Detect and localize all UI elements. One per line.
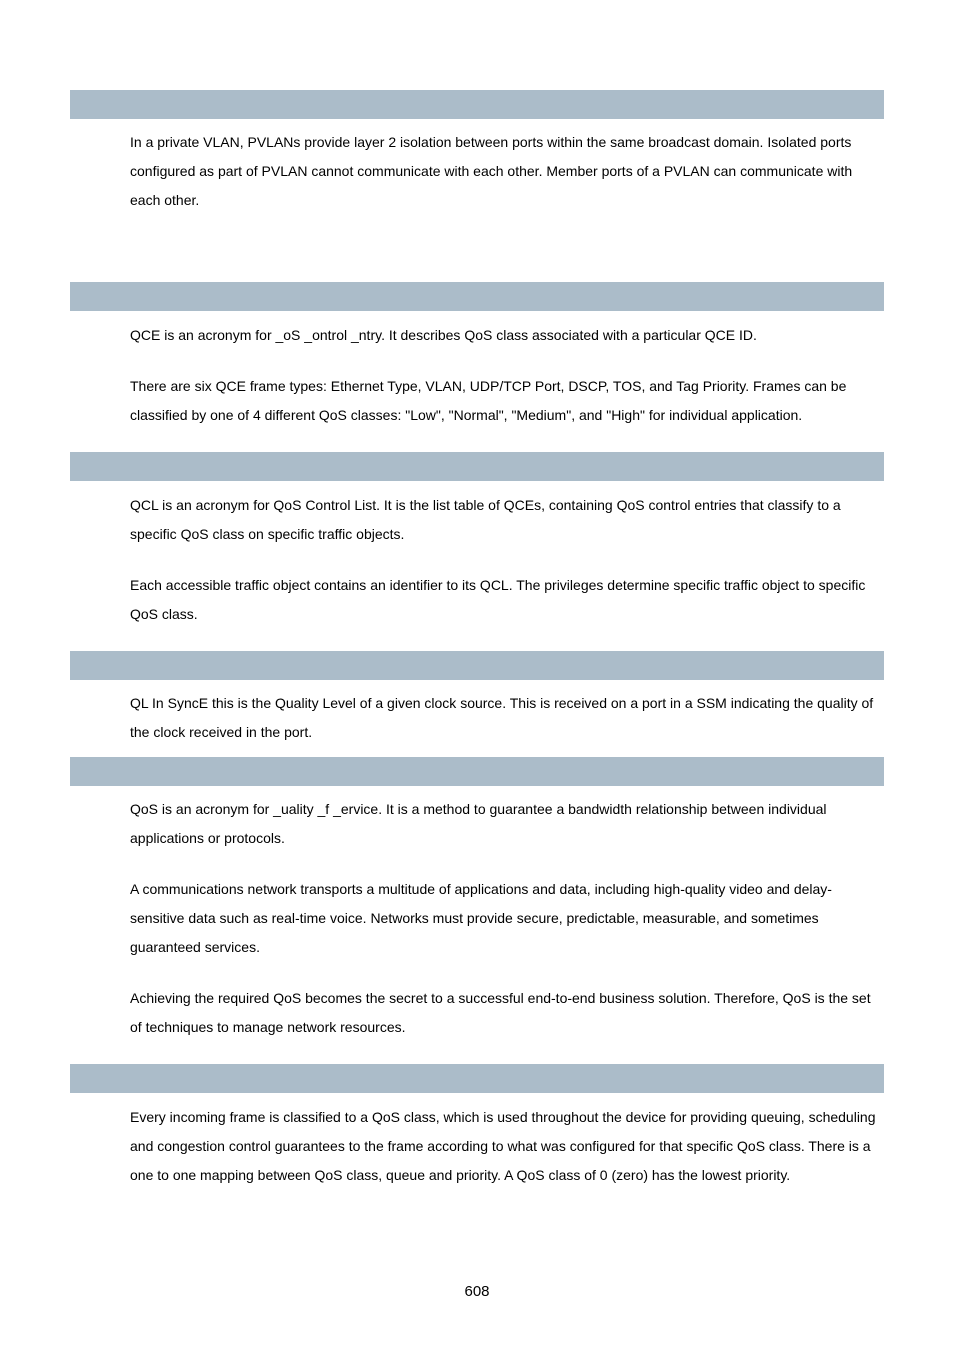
section-header-bar [70,90,884,119]
section-paragraph: A communications network transports a multitude of applications and data, including high-quality video and delay-sensitive data such as real-time voice. Networks must provide secure, predictable, measurable, and sometimes guaranteed services. [130,881,832,955]
section-header-bar [70,757,884,786]
section-paragraph: There are six QCE frame types: Ethernet Type, VLAN, UDP/TCP Port, DSCP, TOS, and Tag Priority. Frames can be classified by one of 4 different QoS classes: "Low", "Normal", "Medium", and "High" for individual application. [130,378,847,423]
section-paragraph: QCL is an acronym for QoS Control List. It is the list table of QCEs, containing QoS control entries that classify to a specific QoS class on specific traffic objects. [130,497,841,542]
section-paragraph: Each accessible traffic object contains an identifier to its QCL. The privileges determine specific traffic object to specific QoS class. [130,577,866,622]
section-paragraph: Achieving the required QoS becomes the secret to a successful end-to-end business solution. Therefore, QoS is the set of techniques to manage network resources. [130,990,871,1035]
section-paragraph: In a private VLAN, PVLANs provide layer 2 isolation between ports within the same broadcast domain. Isolated ports configured as part of PVLAN cannot communicate with each other. Member ports of a PVLAN can communicate with each other. [130,134,853,208]
page-number: 608 [464,1283,490,1300]
section-header-bar [70,651,884,680]
section-paragraph: QL In SyncE this is the Quality Level of a given clock source. This is received on a port in a SSM indicating the quality of the clock received in the port. [130,695,874,740]
section-header-bar [70,1064,884,1093]
section-paragraph: QCE is an acronym for _oS _ontrol _ntry. It describes QoS class associated with a particular QCE ID. [130,327,757,343]
section-header-bar [70,452,884,481]
section-paragraph: Every incoming frame is classified to a QoS class, which is used throughout the device for providing queuing, scheduling and congestion control guarantees to the frame according to what was configured for that specific QoS class. There is a one to one mapping between QoS class, queue and priority. A QoS class of 0 (zero) has the lowest priority. [130,1109,876,1183]
section-header-bar [70,282,884,311]
section-paragraph: QoS is an acronym for _uality _f _ervice. It is a method to guarantee a bandwidth relationship between individual applications or protocols. [130,801,827,846]
